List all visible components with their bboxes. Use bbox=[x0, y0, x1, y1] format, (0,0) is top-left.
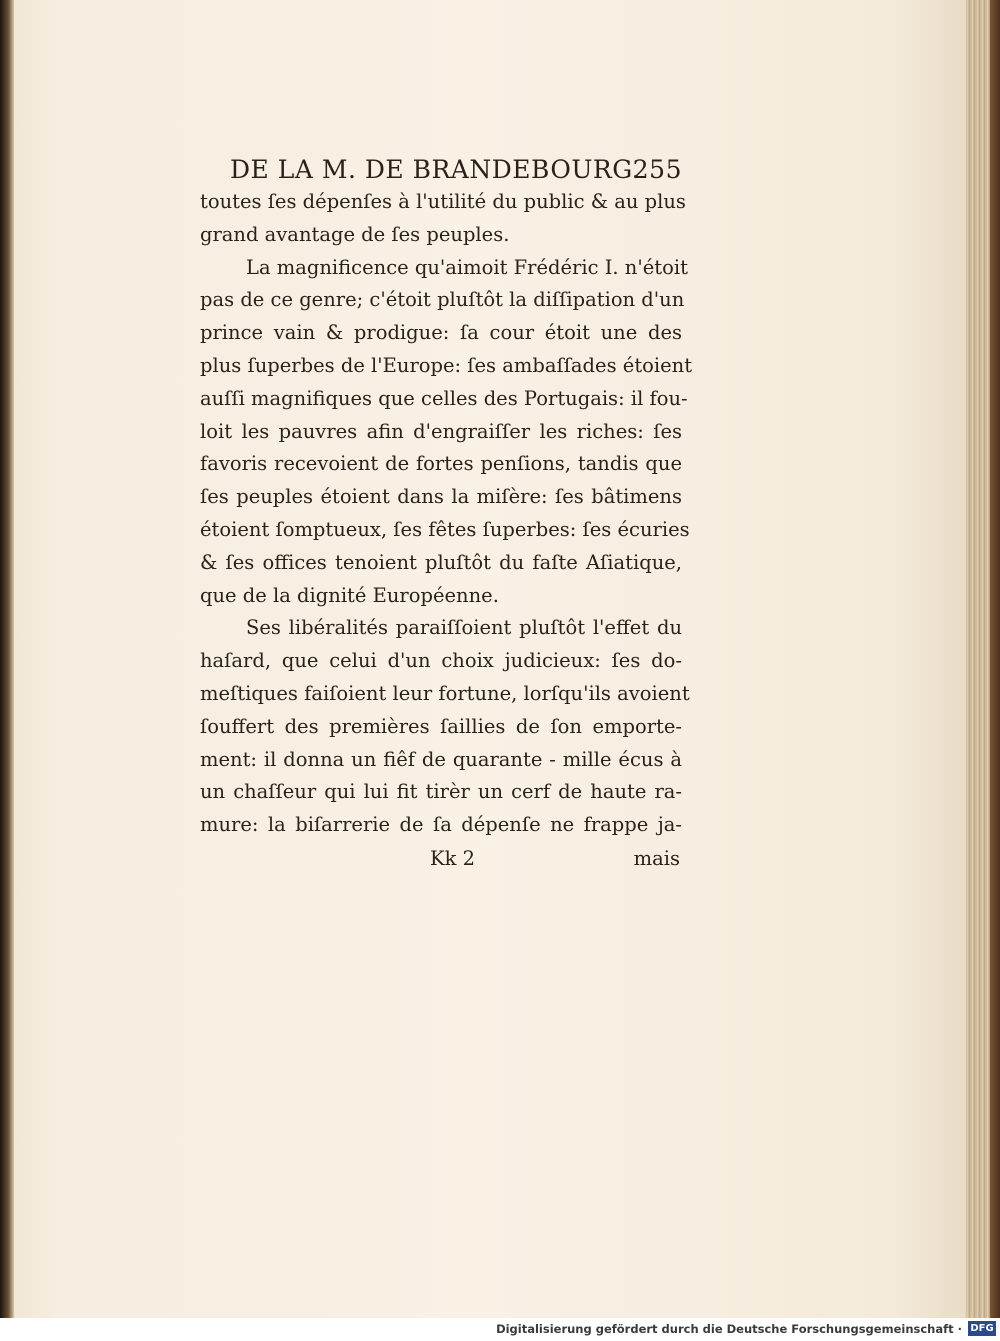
text-line: ment: il donna un fiêf de quarante - mille écus à bbox=[200, 747, 682, 771]
page-number: 255 bbox=[632, 155, 682, 184]
text-line: mure: la biſarrerie de ſa dépenſe ne frappe ja- bbox=[200, 813, 682, 837]
signature-mark: Kk 2 bbox=[430, 846, 475, 870]
page-edges bbox=[966, 0, 1000, 1318]
text-line: que de la dignité Européenne. bbox=[200, 583, 499, 607]
signature-line bbox=[200, 842, 682, 876]
gutter-shadow bbox=[0, 0, 14, 1318]
text-line: ſes peuples étoient dans la miſère: ſes bâtimens bbox=[200, 485, 682, 509]
dfg-logo: DFG bbox=[968, 1321, 996, 1336]
credit-text: Digitalisierung gefördert durch die Deutsche Forschungsgemeinschaft · bbox=[496, 1322, 962, 1336]
text-line: étoient ſomptueux, ſes fêtes ſuperbes: ſes écuries bbox=[200, 517, 690, 541]
book-binding bbox=[990, 0, 1000, 1318]
text-line: haſard, que celui d'un choix judicieux: ſes do- bbox=[200, 649, 682, 673]
text-line: grand avantage de ſes peuples. bbox=[200, 222, 510, 246]
text-line: favoris recevoient de fortes penſions, tandis que bbox=[200, 452, 682, 476]
text-line: loit les pauvres afin d'engraiſſer les riches: ſes bbox=[200, 419, 682, 443]
text-line: auſſi magnifiques que celles des Portugais: il fou- bbox=[200, 386, 688, 410]
text-block bbox=[200, 150, 693, 876]
catchword: mais bbox=[633, 846, 680, 870]
running-head-title: DE LA M. DE BRANDEBOURG. bbox=[230, 155, 641, 184]
text-line: meſtiques faiſoient leur fortune, lorſqu'ils avoient bbox=[200, 681, 690, 705]
text-line: Ses libéralités paraiſſoient pluſtôt l'effet du bbox=[246, 616, 682, 640]
text-line: plus ſuperbes de l'Europe: ſes ambaſſades étoient bbox=[200, 353, 693, 377]
text-line: pas de ce genre; c'étoit pluſtôt la diſſipation d'un bbox=[200, 288, 685, 312]
text-line: un chaſſeur qui lui fit tirèr un cerf de haute ra- bbox=[200, 780, 682, 804]
text-line: prince vain & prodigue: ſa cour étoit une des bbox=[200, 321, 682, 345]
text-line: toutes ſes dépenſes à l'utilité du public & au plus bbox=[200, 190, 686, 213]
text-line: La magnificence qu'aimoit Frédéric I. n'étoit bbox=[246, 255, 688, 279]
footer-bar bbox=[0, 1318, 1000, 1341]
text-line: ſouffert des premières ſaillies de ſon emporte- bbox=[200, 714, 682, 738]
text-line: & ſes offices tenoient pluſtôt du faſte Aſiatique, bbox=[200, 550, 682, 574]
running-head bbox=[200, 150, 682, 186]
